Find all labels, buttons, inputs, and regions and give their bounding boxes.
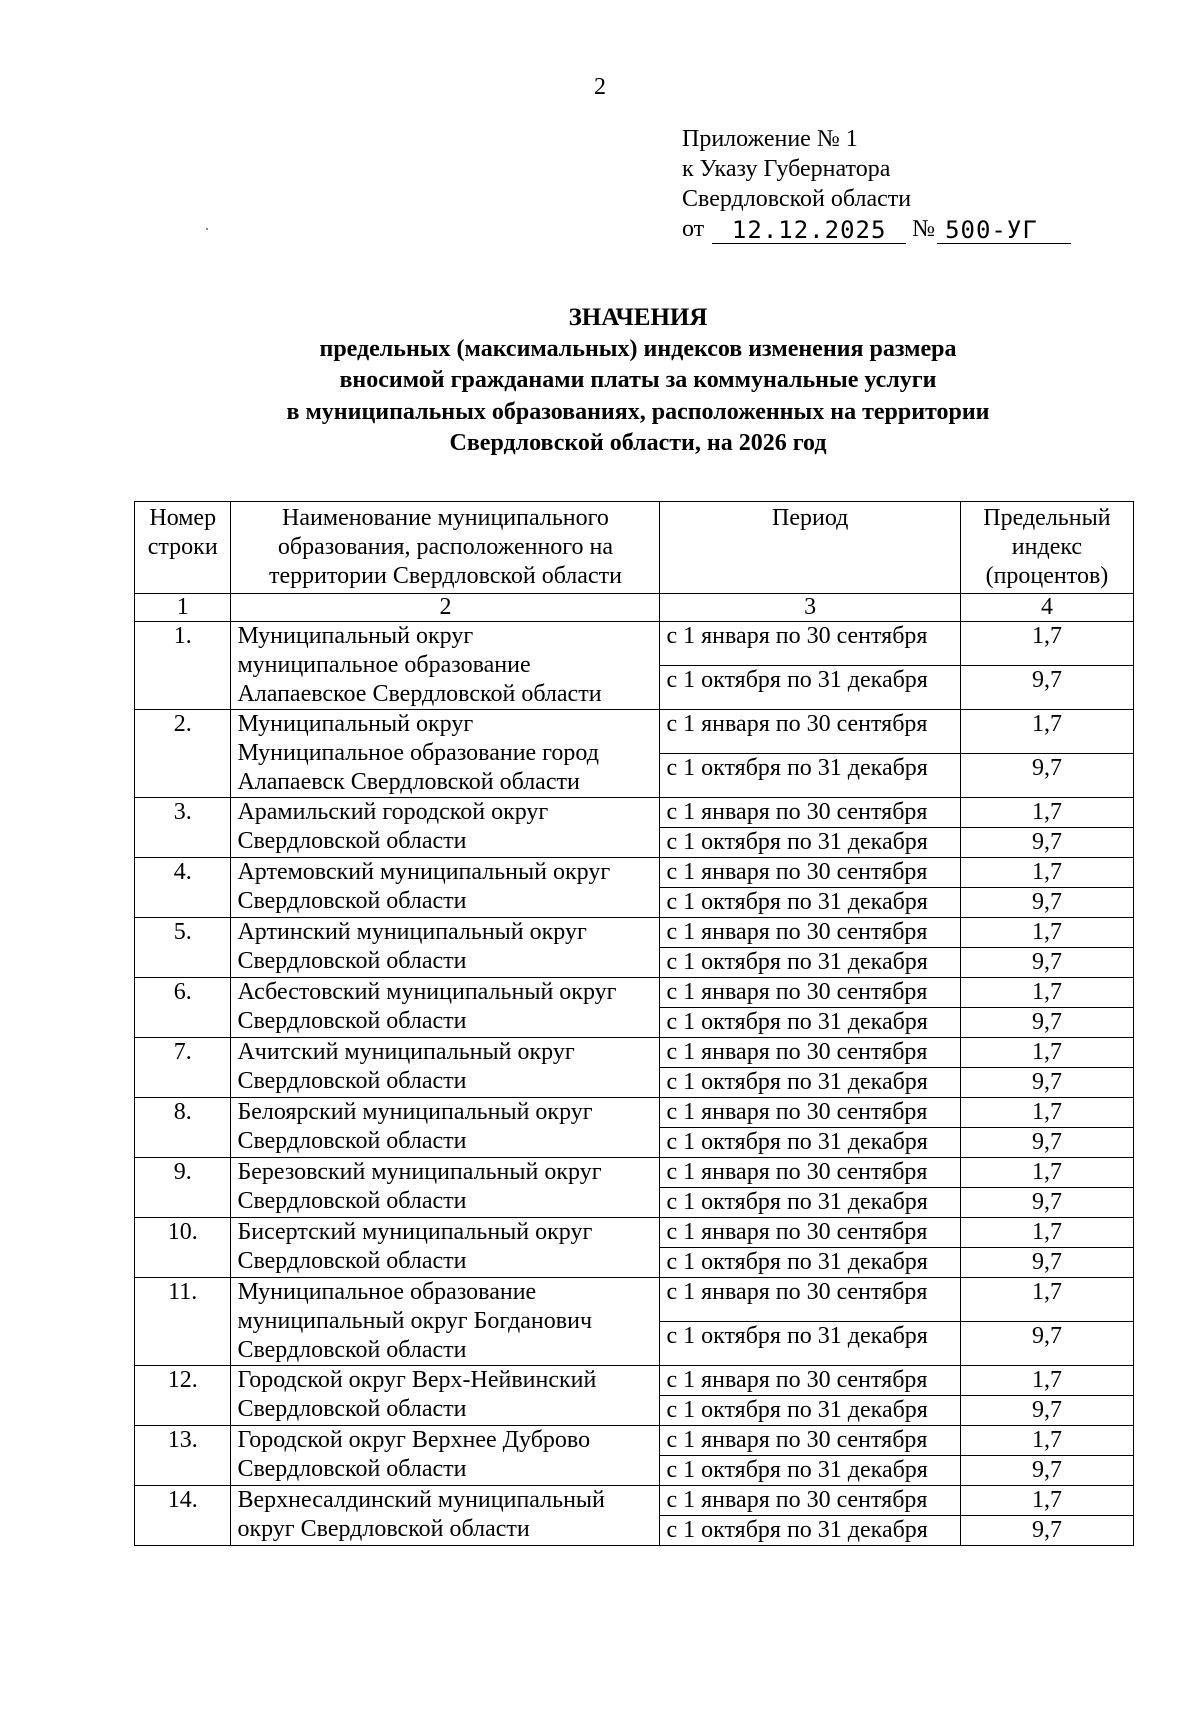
heading-line: предельных (максимальных) индексов изменения размера <box>319 335 957 362</box>
period-cell: с 1 октября по 31 декабря <box>660 1396 960 1426</box>
table-row <box>135 1098 1134 1128</box>
period-cell: с 1 октября по 31 декабря <box>660 1068 960 1098</box>
municipality-name-line: Свердловской области <box>237 1248 467 1274</box>
municipality-name-line: Муниципальное образование <box>237 1279 537 1305</box>
municipality-name <box>231 1158 660 1218</box>
municipality-name <box>231 1366 660 1426</box>
index-cell: 1,7 <box>960 1486 1133 1516</box>
municipality-name <box>231 798 660 858</box>
municipality-name <box>231 858 660 918</box>
scan-speck <box>206 228 208 230</box>
index-cell: 1,7 <box>960 1098 1133 1128</box>
header-name: Наименование муниципального образования, расположенного на территории Свердловской области <box>231 502 660 594</box>
header-number: Номер строки <box>135 502 231 594</box>
index-cell: 9,7 <box>960 666 1133 710</box>
municipality-name <box>231 622 660 710</box>
municipality-name-line: Артемовский муниципальный округ <box>237 859 611 885</box>
annex-block <box>682 124 1071 244</box>
municipality-name-line: Арамильский городской округ <box>237 799 549 825</box>
municipality-name-line: Свердловской области <box>237 1188 467 1214</box>
row-number: 7. <box>135 1038 231 1098</box>
period-cell: с 1 января по 30 сентября <box>660 1158 960 1188</box>
row-number: 2. <box>135 710 231 798</box>
municipality-name <box>231 918 660 978</box>
index-cell: 9,7 <box>960 1128 1133 1158</box>
period-cell: с 1 января по 30 сентября <box>660 1218 960 1248</box>
municipality-name-line: муниципальный округ Богданович <box>237 1308 593 1334</box>
row-number: 3. <box>135 798 231 858</box>
municipality-name-line: Артинский муниципальный округ <box>237 919 587 945</box>
annex-line-1: Приложение № 1 <box>682 126 858 152</box>
heading-title: ЗНАЧЕНИЯ <box>568 304 708 331</box>
municipality-name <box>231 1218 660 1278</box>
annex-date-row <box>682 214 1071 244</box>
municipality-name-line: Муниципальный округ <box>237 623 474 649</box>
page-number: 2 <box>594 74 606 100</box>
municipality-name-line: Ачитский муниципальный округ <box>237 1039 575 1065</box>
period-cell: с 1 января по 30 сентября <box>660 1278 960 1322</box>
row-number: 4. <box>135 858 231 918</box>
period-cell: с 1 января по 30 сентября <box>660 798 960 828</box>
municipality-name-line: Верхнесалдинский муниципальный <box>237 1487 605 1513</box>
period-cell: с 1 октября по 31 декабря <box>660 948 960 978</box>
index-cell: 9,7 <box>960 1008 1133 1038</box>
municipality-name <box>231 710 660 798</box>
index-cell: 1,7 <box>960 798 1133 828</box>
indices-table <box>134 501 1134 1546</box>
period-cell: с 1 января по 30 сентября <box>660 1366 960 1396</box>
municipality-name-line: Свердловской области <box>237 888 467 914</box>
index-cell: 1,7 <box>960 858 1133 888</box>
period-cell: с 1 января по 30 сентября <box>660 710 960 754</box>
index-cell: 9,7 <box>960 1516 1133 1546</box>
row-number: 10. <box>135 1218 231 1278</box>
period-cell: с 1 октября по 31 декабря <box>660 754 960 798</box>
municipality-name <box>231 1486 660 1546</box>
table-row <box>135 1218 1134 1248</box>
heading-line: в муниципальных образованиях, расположенных на территории <box>286 398 990 425</box>
index-cell: 9,7 <box>960 1248 1133 1278</box>
annex-line-2: к Указу Губернатора <box>682 156 891 182</box>
index-cell: 9,7 <box>960 754 1133 798</box>
period-cell: с 1 октября по 31 декабря <box>660 1188 960 1218</box>
index-cell: 9,7 <box>960 1068 1133 1098</box>
table-body <box>135 622 1134 1546</box>
index-cell: 9,7 <box>960 1188 1133 1218</box>
municipality-name <box>231 1038 660 1098</box>
table-row <box>135 1486 1134 1516</box>
table-row <box>135 978 1134 1008</box>
table-row <box>135 798 1134 828</box>
period-cell: с 1 октября по 31 декабря <box>660 666 960 710</box>
row-number: 12. <box>135 1366 231 1426</box>
municipality-name-line: Муниципальный округ <box>237 711 474 737</box>
period-cell: с 1 января по 30 сентября <box>660 1038 960 1068</box>
period-cell: с 1 января по 30 сентября <box>660 978 960 1008</box>
table-row <box>135 1426 1134 1456</box>
municipality-name-line: округ Свердловской области <box>237 1516 530 1542</box>
annex-number: 500-УГ <box>937 217 1071 244</box>
period-cell: с 1 января по 30 сентября <box>660 622 960 666</box>
period-cell: с 1 октября по 31 декабря <box>660 1456 960 1486</box>
row-number: 13. <box>135 1426 231 1486</box>
period-cell: с 1 января по 30 сентября <box>660 858 960 888</box>
annex-line-3: Свердловской области <box>682 186 912 212</box>
municipality-name-line: Бисертский муниципальный округ <box>237 1219 593 1245</box>
period-cell: с 1 октября по 31 декабря <box>660 1516 960 1546</box>
municipality-name-line: Березовский муниципальный округ <box>237 1159 602 1185</box>
row-number: 9. <box>135 1158 231 1218</box>
municipality-name-line: Алапаевск Свердловской области <box>237 769 580 795</box>
table-row <box>135 858 1134 888</box>
annex-date-prefix: от <box>682 216 705 242</box>
municipality-name <box>231 978 660 1038</box>
column-numbers-row <box>135 594 1134 622</box>
period-cell: с 1 октября по 31 декабря <box>660 888 960 918</box>
index-cell: 9,7 <box>960 888 1133 918</box>
header-index: Предельный индекс (процентов) <box>960 502 1133 594</box>
municipality-name-line: Свердловской области <box>237 828 467 854</box>
index-cell: 1,7 <box>960 622 1133 666</box>
municipality-name-line: Свердловской области <box>237 1128 467 1154</box>
column-number: 3 <box>660 594 960 622</box>
column-number: 1 <box>135 594 231 622</box>
table-row <box>135 1278 1134 1322</box>
index-cell: 1,7 <box>960 1218 1133 1248</box>
row-number: 14. <box>135 1486 231 1546</box>
municipality-name-line: Городской округ Верх-Нейвинский <box>237 1367 597 1393</box>
municipality-name-line: Асбестовский муниципальный округ <box>237 979 617 1005</box>
table-row <box>135 710 1134 754</box>
index-cell: 1,7 <box>960 918 1133 948</box>
document-heading <box>0 302 1200 460</box>
row-number: 5. <box>135 918 231 978</box>
annex-number-prefix: № <box>912 216 936 242</box>
municipality-name-line: Белоярский муниципальный округ <box>237 1099 593 1125</box>
table-row <box>135 1158 1134 1188</box>
period-cell: с 1 октября по 31 декабря <box>660 828 960 858</box>
table-row <box>135 1366 1134 1396</box>
period-cell: с 1 января по 30 сентября <box>660 918 960 948</box>
municipality-name <box>231 1278 660 1366</box>
municipality-name <box>231 1098 660 1158</box>
index-cell: 1,7 <box>960 710 1133 754</box>
period-cell: с 1 октября по 31 декабря <box>660 1128 960 1158</box>
heading-line: Свердловской области, на 2026 год <box>449 430 827 456</box>
index-cell: 9,7 <box>960 1396 1133 1426</box>
municipality-name-line: муниципальное образование <box>237 652 531 678</box>
index-cell: 1,7 <box>960 1158 1133 1188</box>
table-row <box>135 918 1134 948</box>
municipality-name <box>231 1426 660 1486</box>
index-cell: 1,7 <box>960 1278 1133 1322</box>
index-cell: 9,7 <box>960 948 1133 978</box>
heading-line: вносимой гражданами платы за коммунальные услуги <box>339 367 937 393</box>
municipality-name-line: Свердловской области <box>237 1068 467 1094</box>
index-cell: 1,7 <box>960 1426 1133 1456</box>
index-cell: 1,7 <box>960 978 1133 1008</box>
municipality-name-line: Алапаевское Свердловской области <box>237 681 602 707</box>
table-row <box>135 622 1134 666</box>
index-cell: 1,7 <box>960 1038 1133 1068</box>
period-cell: с 1 октября по 31 декабря <box>660 1248 960 1278</box>
table-header-row <box>135 502 1134 594</box>
period-cell: с 1 января по 30 сентября <box>660 1426 960 1456</box>
row-number: 11. <box>135 1278 231 1366</box>
municipality-name-line: Свердловской области <box>237 1456 467 1482</box>
municipality-name-line: Свердловской области <box>237 948 467 974</box>
index-cell: 9,7 <box>960 828 1133 858</box>
table-row <box>135 1038 1134 1068</box>
column-number: 4 <box>960 594 1133 622</box>
period-cell: с 1 января по 30 сентября <box>660 1486 960 1516</box>
municipality-name-line: Свердловской области <box>237 1008 467 1034</box>
index-cell: 9,7 <box>960 1322 1133 1366</box>
header-period: Период <box>660 502 960 594</box>
index-cell: 1,7 <box>960 1366 1133 1396</box>
municipality-name-line: Свердловской области <box>237 1396 467 1422</box>
row-number: 6. <box>135 978 231 1038</box>
row-number: 1. <box>135 622 231 710</box>
period-cell: с 1 января по 30 сентября <box>660 1098 960 1128</box>
municipality-name-line: Городской округ Верхнее Дуброво <box>237 1427 591 1453</box>
row-number: 8. <box>135 1098 231 1158</box>
annex-date: 12.12.2025 <box>712 217 906 244</box>
column-number: 2 <box>231 594 660 622</box>
period-cell: с 1 октября по 31 декабря <box>660 1322 960 1366</box>
index-cell: 9,7 <box>960 1456 1133 1486</box>
municipality-name-line: Муниципальное образование город <box>237 740 599 766</box>
period-cell: с 1 октября по 31 декабря <box>660 1008 960 1038</box>
municipality-name-line: Свердловской области <box>237 1337 467 1363</box>
